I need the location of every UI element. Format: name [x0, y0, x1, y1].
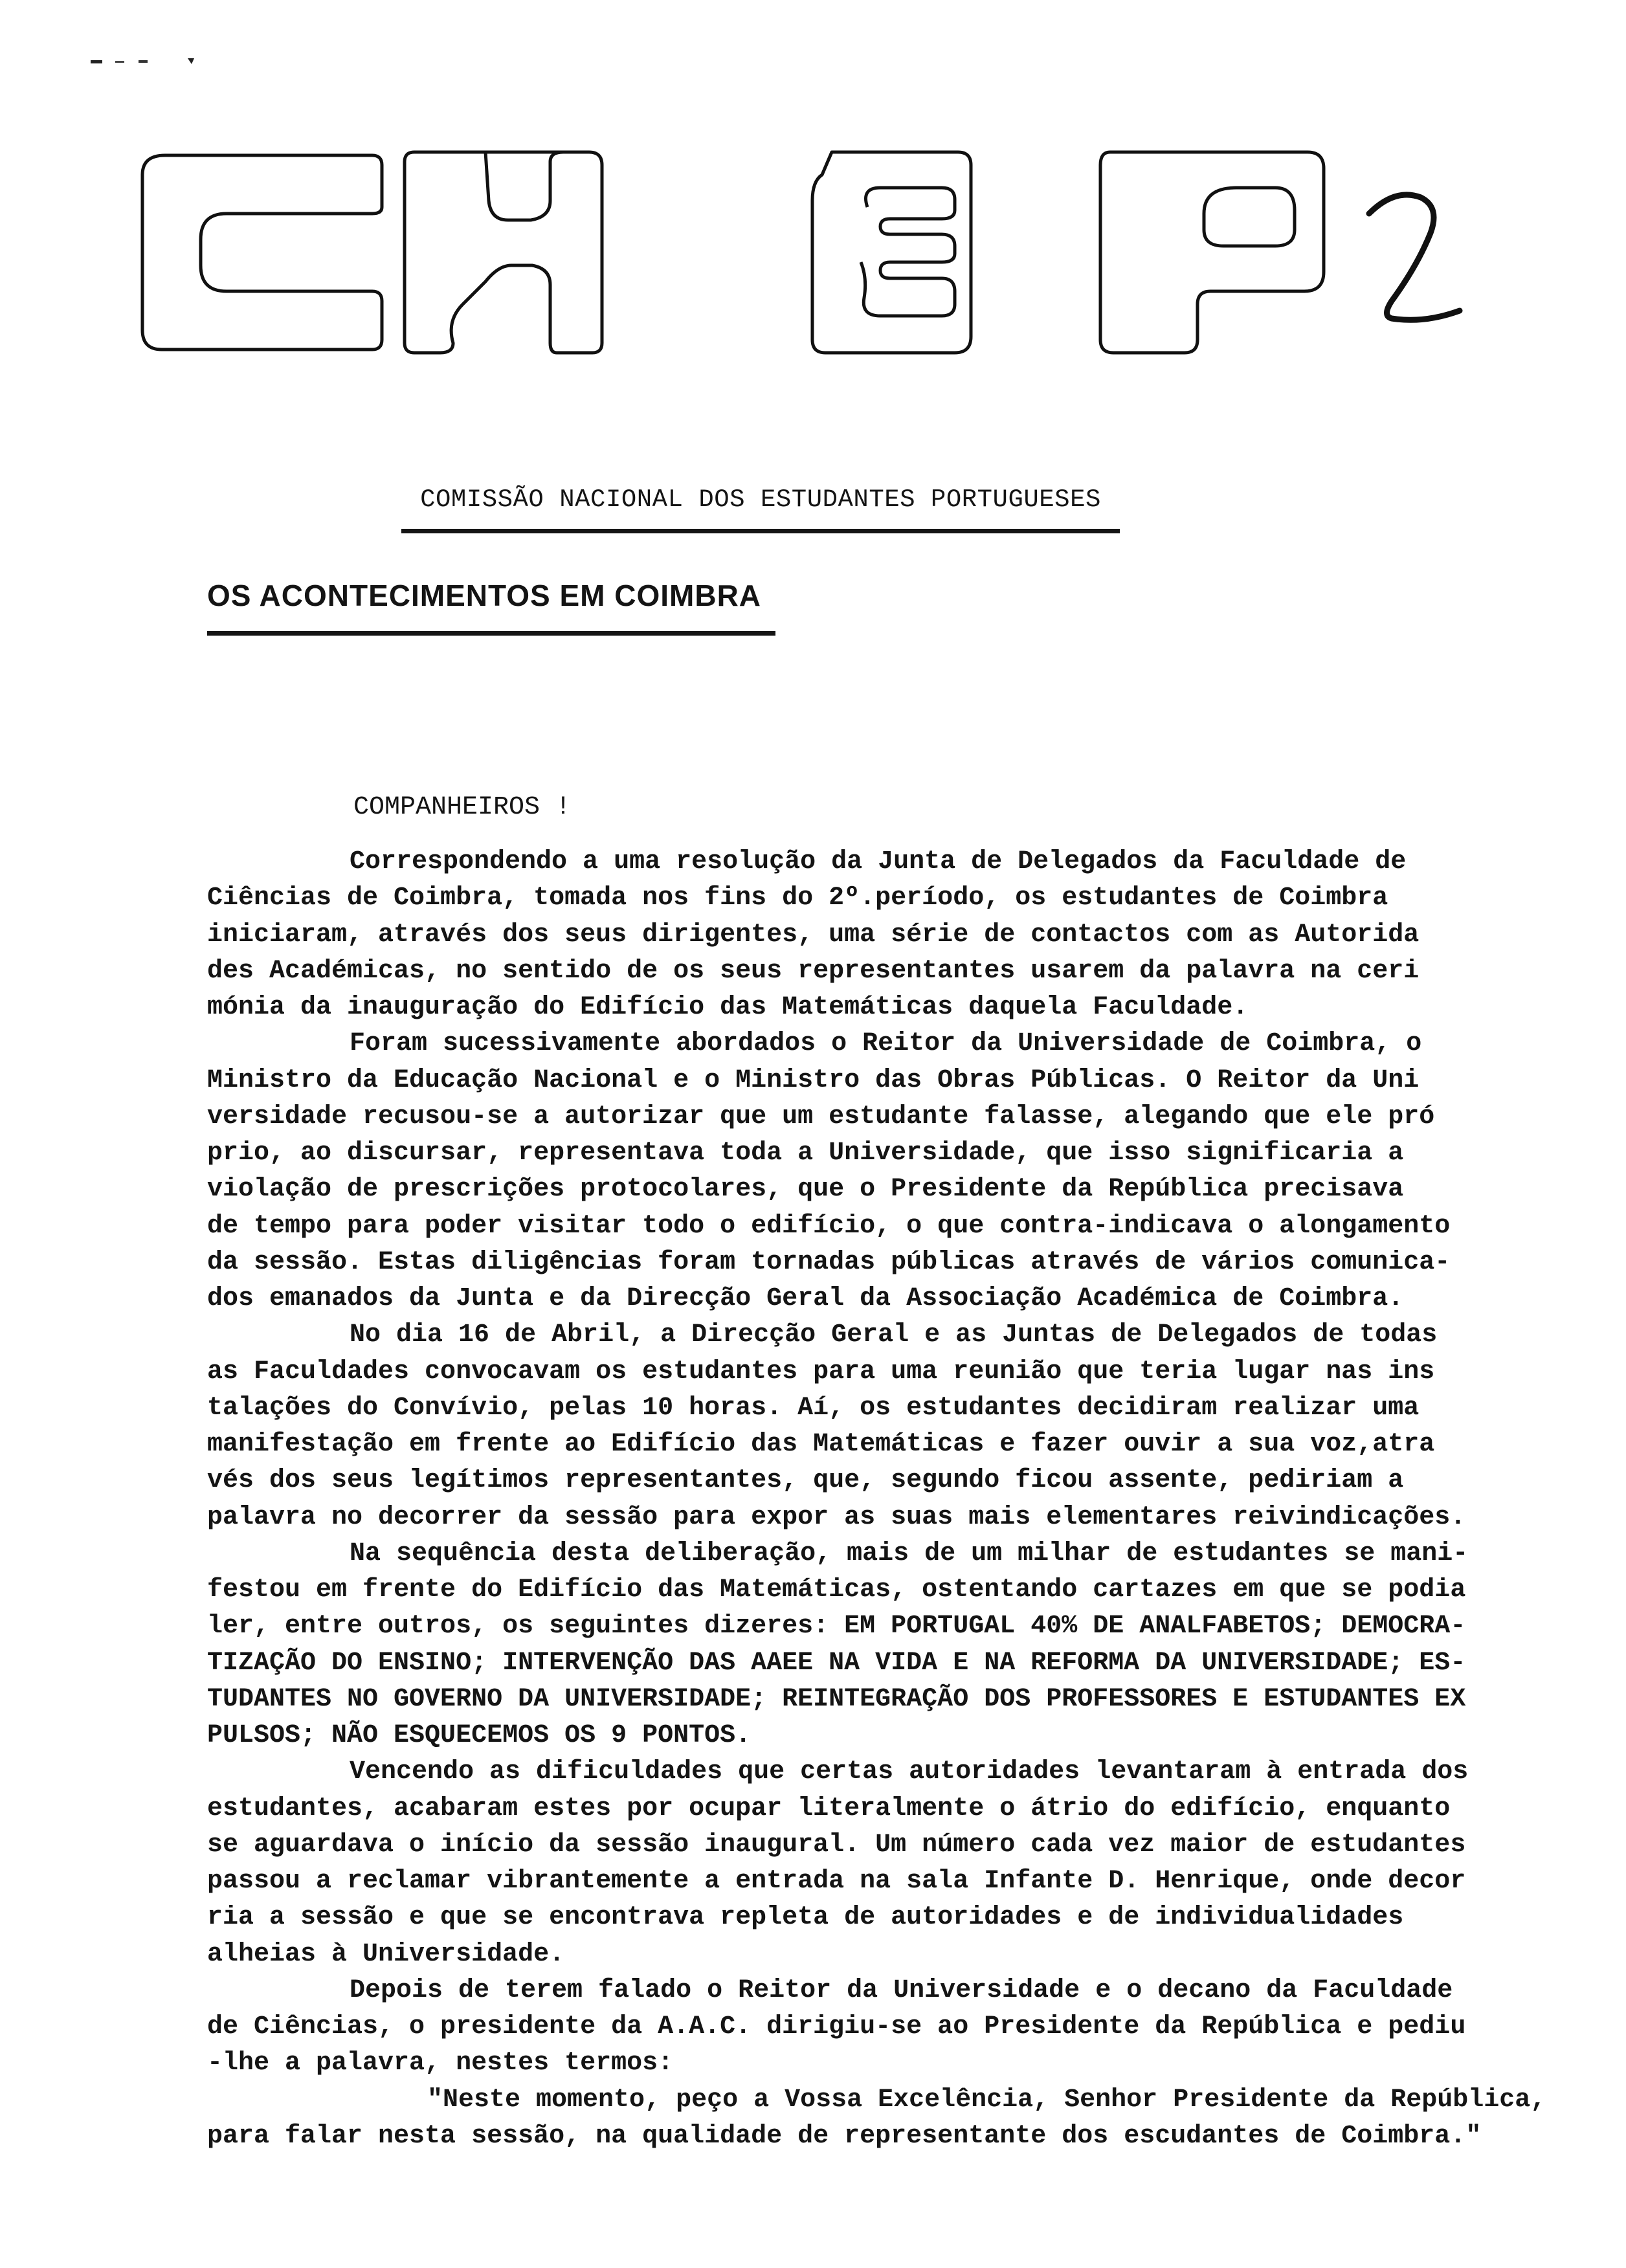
salutation: COMPANHEIROS ! [353, 793, 572, 822]
text-line: No dia 16 de Abril, a Direcção Geral e as Juntas de Delegados de todas [350, 1320, 1438, 1350]
text-line: Ministro da Educação Nacional e o Ministro das Obras Públicas. O Reitor da Uni [207, 1065, 1420, 1095]
organization-name: COMISSÃO NACIONAL DOS ESTUDANTES PORTUGUESES [420, 485, 1101, 514]
body-text [207, 844, 1546, 2155]
issue-number: 2 [1469, 304, 1470, 305]
text-line: Ciências de Coimbra, tomada nos fins do 2º.período, os estudantes de Coimbra [207, 884, 1388, 913]
text-line: vés dos seus legítimos representantes, que, segundo ficou assente, pediriam a [207, 1466, 1404, 1496]
scan-specks [91, 53, 207, 66]
text-line: passou a reclamar vibrantemente a entrada na sala Infante D. Henrique, onde decor [207, 1867, 1466, 1896]
title-rule [207, 631, 775, 636]
logo-letter-e [812, 152, 971, 353]
text-line: mónia da inauguração do Edifício das Matemáticas daquela Faculdade. [207, 993, 1249, 1022]
text-line: "Neste momento, peço a Vossa Excelência, Senhor Presidente da República, [427, 2085, 1546, 2115]
text-line: prio, ao discursar, representava toda a Universidade, que isso significaria a [207, 1139, 1404, 1168]
organization-rule [401, 529, 1120, 533]
text-line: -lhe a palavra, nestes termos: [207, 2049, 674, 2078]
document-title: OS ACONTECIMENTOS EM COIMBRA [207, 579, 762, 612]
text-line: Vencendo as dificuldades que certas autoridades levantaram à entrada dos [350, 1757, 1469, 1787]
text-line: se aguardava o início da sessão inaugural. Um número cada vez maior de estudantes [207, 1830, 1466, 1860]
text-line: as Faculdades convocavam os estudantes para uma reunião que teria lugar nas ins [207, 1357, 1435, 1386]
text-line: ria a sessão e que se encontrava repleta de autoridades e de individualidades [207, 1903, 1404, 1933]
text-line: de tempo para poder visitar todo o edifício, o que contra-indicava o alongamento [207, 1211, 1451, 1241]
text-line: TIZAÇÃO DO ENSINO; INTERVENÇÃO DAS AAEE NA VIDA E NA REFORMA DA UNIVERSIDADE; ES- [207, 1648, 1466, 1678]
text-line: Na sequência desta deliberação, mais de um milhar de estudantes se mani- [350, 1539, 1469, 1568]
text-line: alheias à Universidade. [207, 1939, 565, 1969]
text-line: versidade recusou-se a autorizar que um estudante falasse, alegando que ele pró [207, 1102, 1435, 1131]
text-line: Depois de terem falado o Reitor da Universidade e o decano da Faculdade [350, 1975, 1453, 2005]
text-line: PULSOS; NÃO ESQUECEMOS OS 9 PONTOS. [207, 1721, 752, 1750]
text-line: iniciaram, através dos seus dirigentes, uma série de contactos com as Autorida [207, 920, 1420, 950]
text-line: talações do Convívio, pelas 10 horas. Aí, os estudantes decidiram realizar uma [207, 1393, 1420, 1423]
text-line: dos emanados da Junta e da Direcção Geral da Associação Académica de Coimbra. [207, 1284, 1404, 1313]
text-line: da sessão. Estas diligências foram tornadas públicas através de vários comunica- [207, 1247, 1451, 1277]
text-line: manifestação em frente ao Edifício das Matemáticas e fazer ouvir a sua voz,atra [207, 1430, 1435, 1459]
text-line: TUDANTES NO GOVERNO DA UNIVERSIDADE; REINTEGRAÇÃO DOS PROFESSORES E ESTUDANTES EX [207, 1684, 1466, 1714]
cnep-logo [136, 149, 1502, 356]
text-line: violação de prescrições protocolares, que o Presidente da República precisava [207, 1175, 1404, 1205]
text-line: Correspondendo a uma resolução da Junta de Delegados da Faculdade de [350, 847, 1407, 876]
text-line: palavra no decorrer da sessão para expor as suas mais elementares reivindicações. [207, 1502, 1466, 1532]
logo-letter-n [405, 152, 602, 353]
text-line: des Académicas, no sentido de os seus representantes usarem da palavra na ceri [207, 956, 1420, 986]
text-line: ler, entre outros, os seguintes dizeres: EM PORTUGAL 40% DE ANALFABETOS; DEMOCRA- [207, 1612, 1466, 1641]
text-line: festou em frente do Edifício das Matemáticas, ostentando cartazes em que se podia [207, 1575, 1466, 1605]
logo-letter-c [142, 155, 382, 350]
text-line: de Ciências, o presidente da A.A.C. dirigiu-se ao Presidente da República e pediu [207, 2012, 1466, 2041]
text-line: estudantes, acabaram estes por ocupar literalmente o átrio do edifício, enquanto [207, 1794, 1451, 1823]
text-line: Foram sucessivamente abordados o Reitor da Universidade de Coimbra, o [350, 1029, 1422, 1059]
text-line: para falar nesta sessão, na qualidade de representante dos escudantes de Coimbra." [207, 2121, 1482, 2151]
issue-number-2-glyph [1369, 195, 1460, 320]
logo-letter-p [1100, 152, 1324, 353]
